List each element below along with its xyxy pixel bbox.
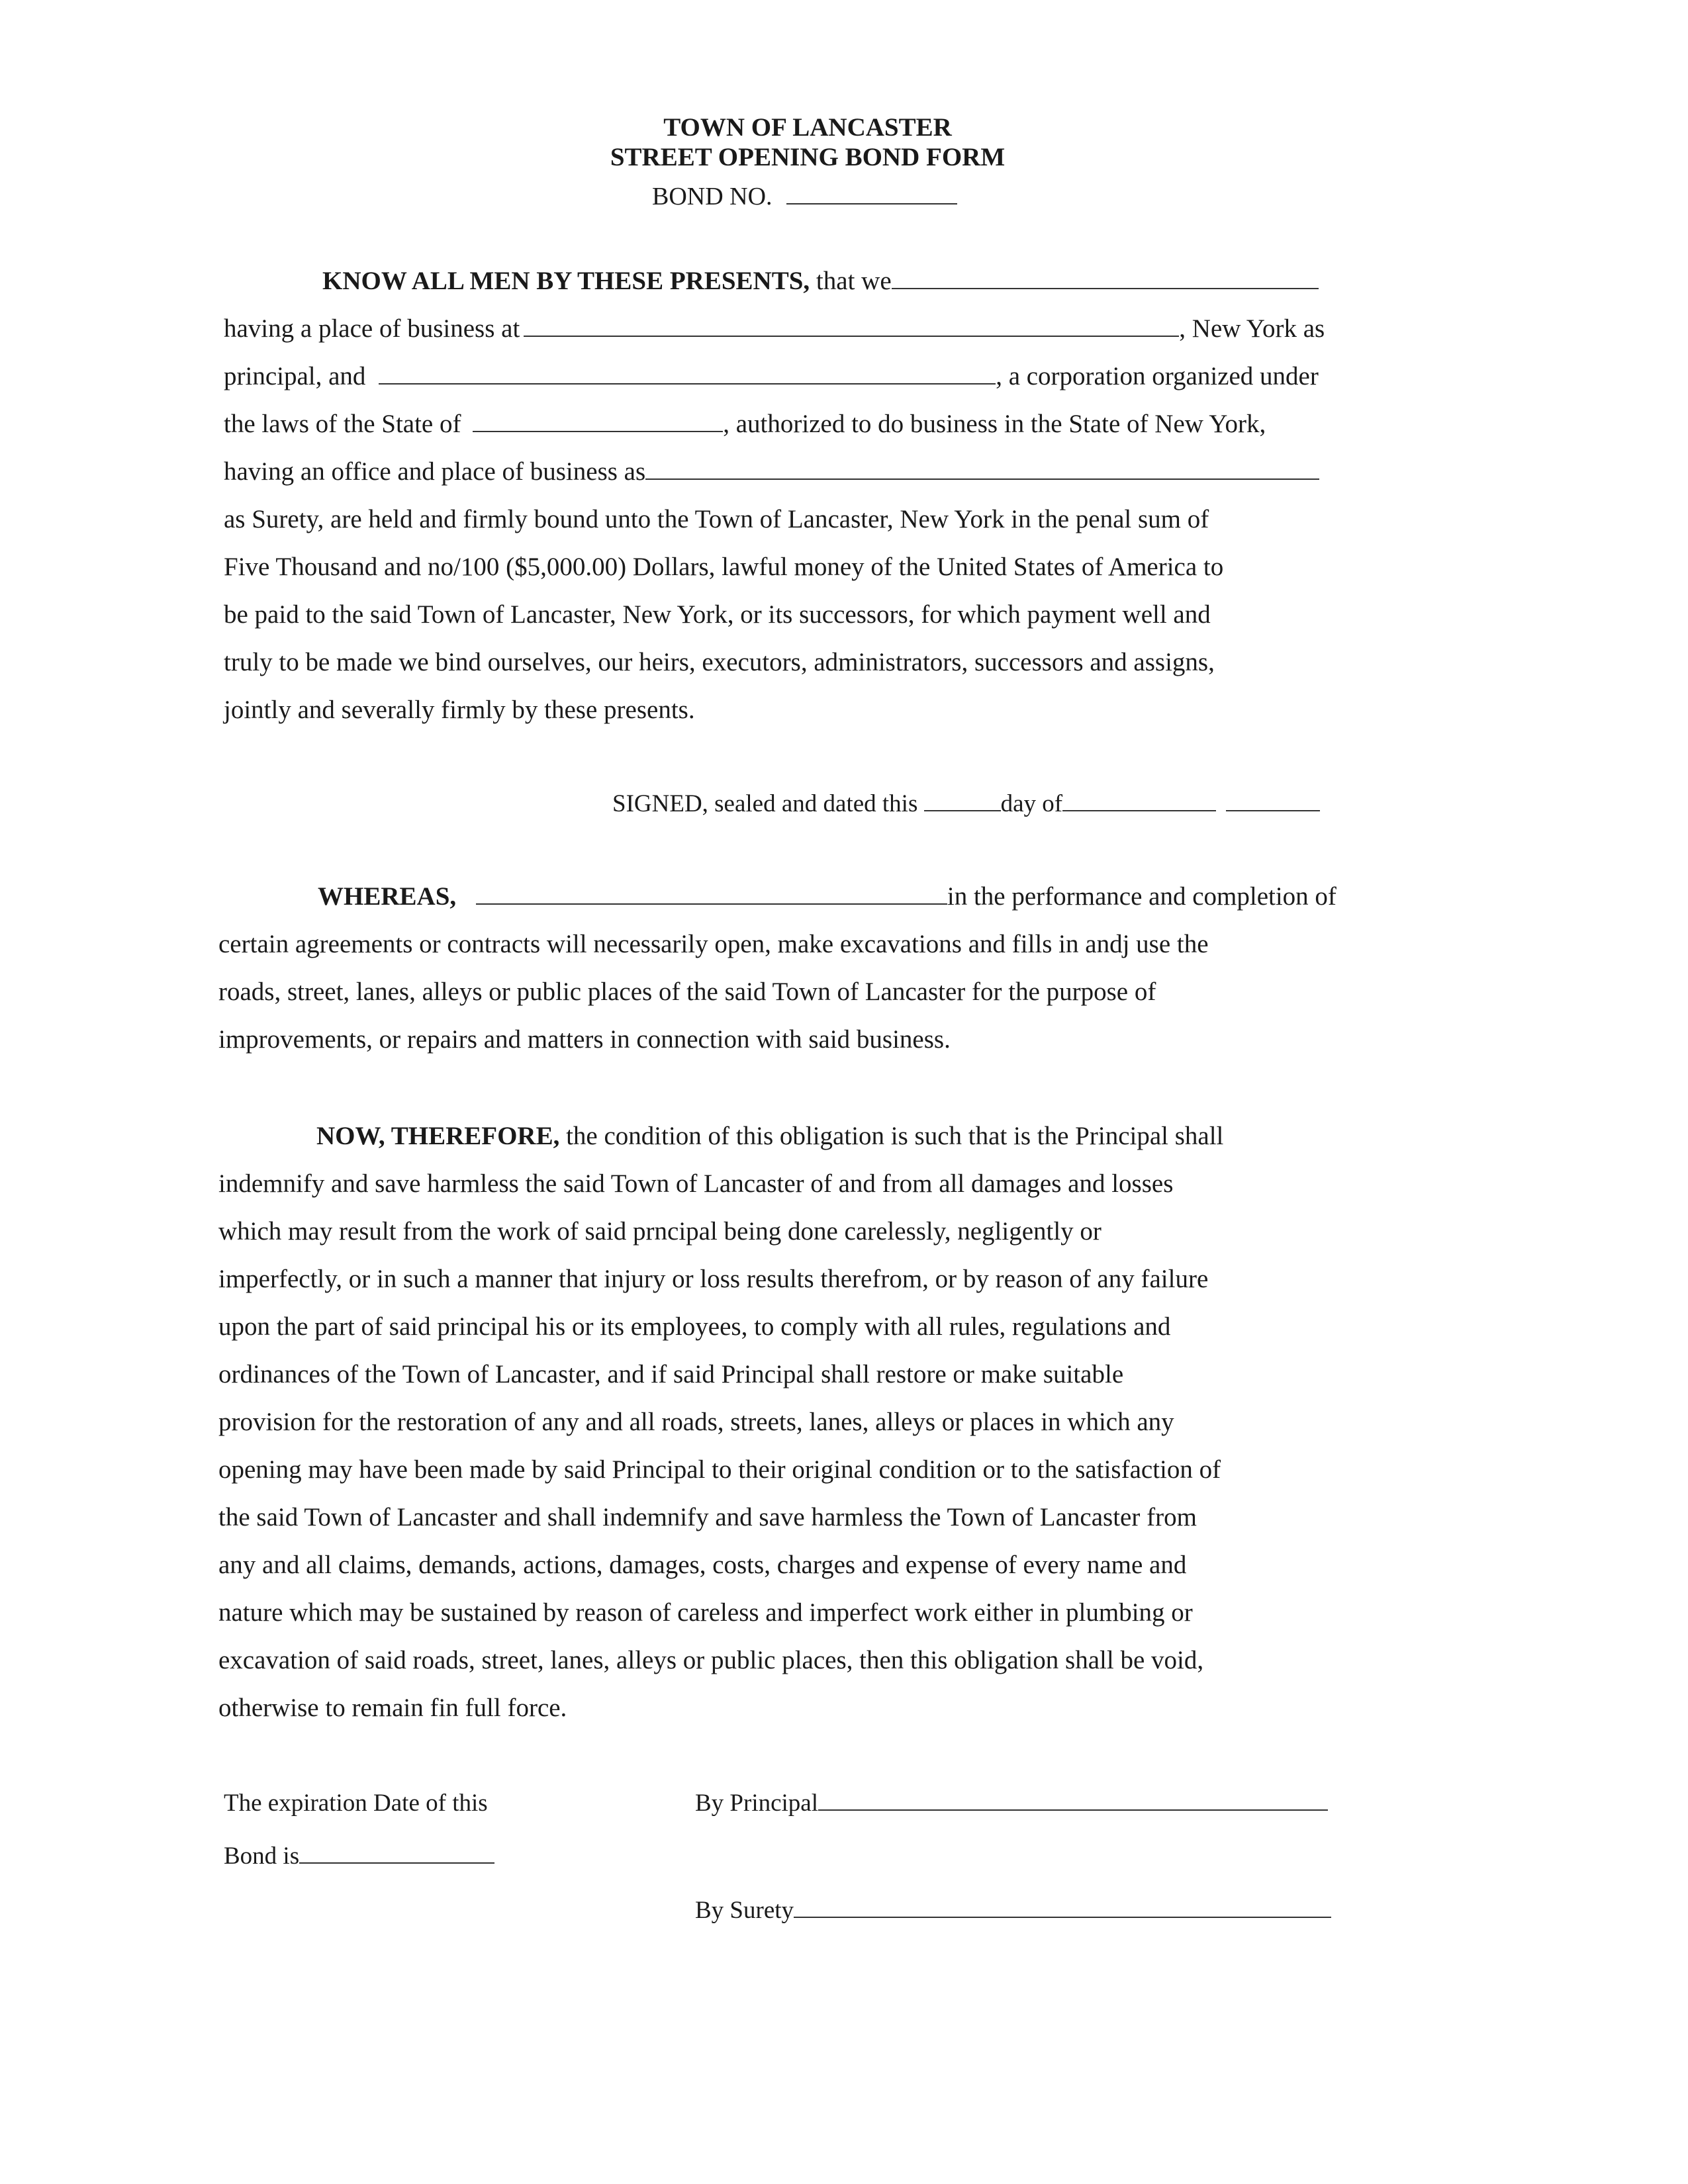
therefore-line-10: any and all claims, demands, actions, damages, costs, charges and expense of every name and [218, 1551, 1187, 1579]
expiration-line-2: Bond is [224, 1840, 494, 1873]
title-town: TOWN OF LANCASTER [663, 113, 952, 142]
therefore-line-6: ordinances of the Town of Lancaster, and if said Principal shall restore or make suitable [218, 1360, 1124, 1388]
principal-name-field[interactable] [892, 267, 1319, 289]
therefore-line-11: nature which may be sustained by reason of careless and imperfect work either in plumbing or [218, 1598, 1193, 1627]
whereas-line-2: certain agreements or contracts will necessarily open, make excavations and fills in andj use the [218, 930, 1209, 958]
whereas-principal-field[interactable] [476, 882, 947, 905]
therefore-line-12: excavation of said roads, street, lanes, alleys or public places, then this obligation shall be void, [218, 1646, 1204, 1674]
whereas-line-3: roads, street, lanes, alleys or public places of the said Town of Lancaster for the purpose of [218, 978, 1156, 1006]
bond-number-field[interactable] [786, 182, 957, 205]
preamble-line-2: having a place of business at , New York as [224, 314, 1325, 343]
therefore-line-5: upon the part of said principal his or its employees, to comply with all rules, regulations and [218, 1312, 1171, 1341]
signed-month-field[interactable] [1062, 789, 1216, 811]
therefore-lead: NOW, THEREFORE, [316, 1122, 560, 1150]
therefore-line-4: imperfectly, or in such a manner that injury or loss results therefrom, or by reason of any failure [218, 1265, 1209, 1293]
therefore-line-1: NOW, THEREFORE, the condition of this obligation is such that is the Principal shall [316, 1122, 1224, 1150]
therefore-line-2: indemnify and save harmless the said Town of Lancaster of and from all damages and losses [218, 1169, 1174, 1198]
surety-signature-field[interactable] [794, 1895, 1331, 1918]
signed-day-field[interactable] [924, 789, 1001, 811]
surety-name-field[interactable] [379, 362, 996, 385]
signed-year-field[interactable] [1226, 789, 1320, 811]
therefore-line-3: which may result from the work of said prncipal being done carelessly, negligently or [218, 1217, 1102, 1246]
preamble-line-10: jointly and severally firmly by these presents. [224, 696, 695, 724]
principal-address-field[interactable] [524, 314, 1179, 337]
preamble-line-1: KNOW ALL MEN BY THESE PRESENTS, that we [322, 265, 1319, 298]
signed-line: SIGNED, sealed and dated this day of [612, 788, 1320, 821]
therefore-line-8: opening may have been made by said Principal to their original condition or to the satisfaction of [218, 1455, 1221, 1484]
whereas-lead: WHEREAS, [318, 882, 457, 911]
bond-number-label: BOND NO. [652, 183, 773, 210]
principal-signature-field[interactable] [818, 1788, 1328, 1811]
whereas-line-4: improvements, or repairs and matters in connection with said business. [218, 1025, 951, 1054]
title-form: STREET OPENING BOND FORM [610, 143, 1006, 171]
preamble-line-3: principal, and , a corporation organized under [224, 362, 1319, 390]
preamble-line-5: having an office and place of business as [224, 455, 1319, 488]
by-surety-line: By Surety [695, 1894, 1331, 1927]
preamble-line-7: Five Thousand and no/100 ($5,000.00) Dollars, lawful money of the United States of America to [224, 553, 1224, 581]
surety-state-field[interactable] [473, 410, 723, 432]
bond-number-row [652, 180, 957, 213]
therefore-line-7: provision for the restoration of any and all roads, streets, lanes, alleys or places in which any [218, 1408, 1174, 1436]
preamble-line-8: be paid to the said Town of Lancaster, New York, or its successors, for which payment well and [224, 600, 1211, 629]
whereas-line-1: WHEREAS, in the performance and completion of [318, 882, 1336, 911]
expiration-date-field[interactable] [299, 1841, 494, 1864]
surety-office-field[interactable] [645, 457, 1319, 480]
expiration-line-1: The expiration Date of this [224, 1790, 488, 1817]
therefore-line-9: the said Town of Lancaster and shall indemnify and save harmless the Town of Lancaster from [218, 1503, 1197, 1531]
preamble-lead: KNOW ALL MEN BY THESE PRESENTS, [322, 267, 810, 295]
therefore-line-13: otherwise to remain fin full force. [218, 1694, 567, 1722]
preamble-line-6: as Surety, are held and firmly bound unto the Town of Lancaster, New York in the penal sum of [224, 505, 1209, 533]
preamble-line-9: truly to be made we bind ourselves, our heirs, executors, administrators, successors and assigns, [224, 648, 1215, 676]
preamble-line-4: the laws of the State of , authorized to do business in the State of New York, [224, 410, 1266, 438]
by-principal-line: By Principal [695, 1787, 1328, 1820]
